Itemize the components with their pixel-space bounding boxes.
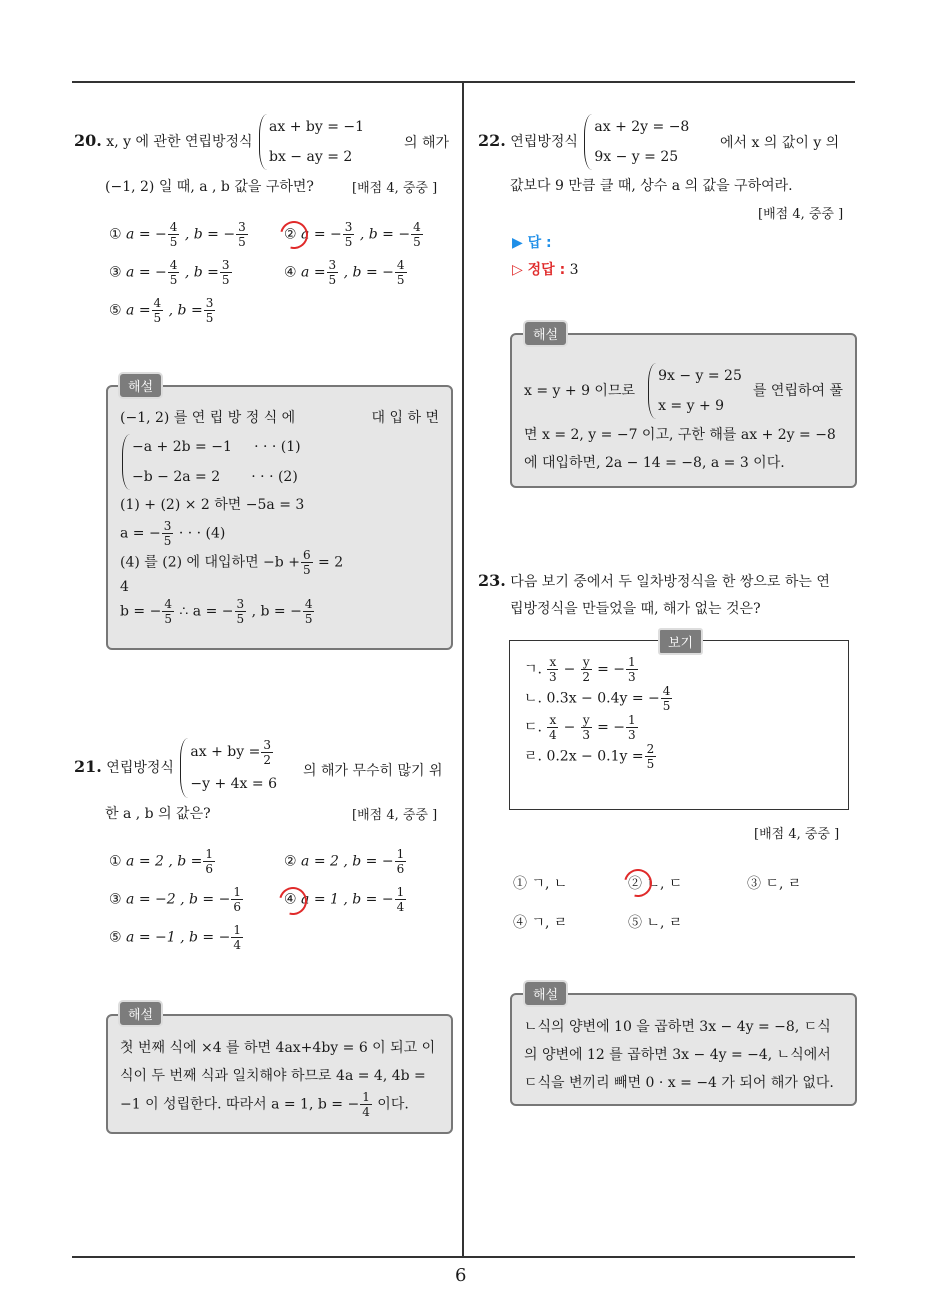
correct-label: ▷ 정답 :: [512, 262, 566, 278]
solution-tag: 해설: [523, 320, 568, 347]
fraction: $\frac{3}{5}$: [344, 220, 353, 249]
fraction: $\frac{3}{5}$: [221, 258, 230, 287]
correct-value: 3: [569, 262, 579, 278]
q22-stem: [478, 112, 689, 172]
fraction: $\frac{1}{4}$: [396, 885, 405, 914]
q20-stem-tail: 의 해가: [404, 135, 450, 151]
q22-stem-tail: 에서 x 의 값이 y 의: [720, 135, 840, 151]
equation-system: [257, 112, 364, 172]
sol-line: ㄷ식을 변끼리 빼면 0 · x = −4 가 되어 해가 없다.: [524, 1075, 834, 1091]
q21-meta: [배점 4, 중중 ]: [352, 808, 438, 823]
choice-text: a = −1 , b = −: [126, 929, 231, 946]
view-tag: 보기: [658, 628, 703, 655]
q20-choice-5[interactable]: [109, 296, 216, 325]
column-divider: [462, 82, 464, 1257]
sol-line: (−1, 2) 를 연 립 방 정 식 에: [120, 410, 296, 426]
equation-1: ax + by = $\frac{3}{2}$: [190, 737, 271, 767]
view-item-2: ㄴ. 0.3x − 0.4y = − $\frac{4}{5}$: [524, 684, 671, 713]
q23-solution-box: [510, 993, 857, 1106]
sol-line: 식이 두 번째 식과 일치해야 하므로 4a = 4, 4b =: [120, 1068, 426, 1084]
choice-a: a =: [301, 264, 326, 281]
correct-answer-row: [512, 259, 579, 279]
question-number: 20.: [74, 131, 102, 150]
q23-choice-3[interactable]: ③ ㄷ, ㄹ: [747, 876, 802, 892]
stem-text: 연립방정식: [510, 134, 578, 150]
q20-meta: [배점 4, 중중 ]: [352, 181, 438, 196]
sol-line: 대 입 하 면: [371, 410, 439, 426]
fraction: $\frac{1}{6}$: [396, 847, 405, 876]
sol-line: x = y + 9 이므로 9x − y = 25 x = y + 9 를 연립하여 풀: [524, 361, 843, 421]
choice-text: a = 2 , b =: [126, 853, 203, 870]
q21-choice-1[interactable]: [109, 847, 216, 876]
q21-stem: [74, 736, 277, 800]
choice-text: a = 1 , b = −: [301, 891, 394, 908]
choice-mark: ②: [284, 853, 297, 870]
q20-choice-3[interactable]: [109, 258, 233, 287]
fraction: $\frac{4}{5}$: [153, 296, 162, 325]
choice-text: a = 2 , b = −: [301, 853, 394, 870]
q20-stem: [74, 112, 364, 172]
fraction: $\frac{4}{5}$: [169, 220, 178, 249]
choice-mark: ④: [284, 891, 297, 908]
solution-tag: 해설: [523, 980, 568, 1007]
q21-choice-2[interactable]: [284, 847, 407, 876]
sol-line: 4: [120, 579, 129, 595]
stem-text: 다음 보기 중에서 두 일차방정식을 한 쌍으로 하는 연: [510, 574, 830, 590]
equation-system: [178, 736, 277, 800]
sol-line: (1) + (2) × 2 하면 −5a = 3: [120, 497, 305, 513]
q21-solution-box: [106, 1014, 453, 1134]
question-number: 23.: [478, 571, 506, 590]
stem-text: 연립방정식: [106, 760, 174, 776]
sol-equation-1: −a + 2b = −1 · · · (1): [132, 439, 301, 455]
choice-b: , b =: [184, 264, 219, 281]
equation-2: −y + 4x = 6: [190, 776, 277, 792]
q20-choice-4[interactable]: [284, 258, 408, 287]
q23-stem: [478, 571, 830, 591]
choice-b: , b = −: [184, 226, 236, 243]
view-item-4: ㄹ. 0.2x − 0.1y = $\frac{2}{5}$: [524, 742, 655, 771]
q21-choice-5[interactable]: [109, 923, 244, 952]
fraction: $\frac{4}{5}$: [413, 220, 421, 249]
fraction: $\frac{4}{5}$: [169, 258, 178, 287]
sol-line: b = − $\frac{4}{5}$ ∴ a = − $\frac{3}{5}$ , b = − $\frac{4}{5}$: [120, 597, 313, 626]
solution-tag: 해설: [118, 372, 163, 399]
view-box: [509, 640, 849, 810]
sol-line: a = − $\frac{3}{5}$ · · · (4): [120, 519, 226, 548]
sol-equation-2: −b − 2a = 2 · · · (2): [132, 469, 298, 485]
sol-system: [120, 432, 301, 492]
choice-mark: ②: [284, 226, 297, 243]
equation-1: ax + by = −1: [269, 119, 365, 135]
choice-mark: ⑤: [109, 929, 122, 946]
answer-label: ▶ 답 :: [512, 235, 552, 251]
q23-meta: [배점 4, 중중 ]: [754, 827, 840, 842]
sol-line: 면 x = 2, y = −7 이고, 구한 해를 ax + 2y = −8: [524, 427, 836, 443]
choice-a: a = −: [301, 226, 342, 243]
choice-a: a = −: [126, 264, 167, 281]
fraction: $\frac{1}{6}$: [205, 847, 214, 876]
fraction: $\frac{1}{6}$: [233, 885, 241, 914]
fraction: $\frac{3}{5}$: [238, 220, 246, 249]
choice-mark: ⑤: [109, 302, 122, 319]
bottom-rule: [72, 1256, 855, 1258]
q21-stem-line2: 한 a , b 의 값은?: [105, 806, 211, 822]
q23-choice-4[interactable]: ④ ㄱ, ㄹ: [513, 915, 568, 931]
choice-b: , b = −: [343, 264, 394, 281]
stem-text: x, y 에 관한 연립방정식: [106, 134, 253, 150]
choice-b: , b =: [168, 302, 203, 319]
page-number: 6: [455, 1265, 467, 1286]
sol-line: 에 대입하면, 2a − 14 = −8, a = 3 이다.: [524, 455, 785, 471]
q22-meta: [배점 4, 중중 ]: [758, 207, 844, 222]
solution-tag: 해설: [118, 1000, 163, 1027]
q22-solution-box: [510, 333, 857, 488]
sol-equation-2: x = y + 9: [658, 398, 725, 414]
q22-stem-line2: 값보다 9 만큼 클 때, 상수 a 의 값을 구하여라.: [510, 178, 793, 194]
choice-b: , b = −: [359, 226, 411, 243]
fraction: $\frac{3}{5}$: [328, 258, 337, 287]
sol-line: (4) 를 (2) 에 대입하면 −b + $\frac{6}{5}$ = 2: [120, 548, 344, 577]
sol-line: ㄴ식의 양변에 10 을 곱하면 3x − 4y = −8, ㄷ식: [524, 1019, 831, 1035]
q20-solution-box: [106, 385, 453, 650]
sol-equation-1: 9x − y = 25: [658, 368, 742, 384]
answer-circle-mark: [619, 864, 657, 902]
top-rule: [72, 81, 855, 83]
q23-stem-line2: 립방정식을 만들었을 때, 해가 없는 것은?: [510, 601, 761, 617]
equation-1: ax + 2y = −8: [594, 119, 690, 135]
fraction: $\frac{4}{5}$: [396, 258, 405, 287]
sol-line: −1 이 성립한다. 따라서 a = 1, b = − $\frac{1}{4}$ 이다.: [120, 1090, 409, 1119]
q21-choice-3[interactable]: [109, 885, 244, 914]
q20-stem-line2: (−1, 2) 일 때, a , b 값을 구하면?: [105, 179, 314, 195]
q23-choice-5[interactable]: ⑤ ㄴ, ㄹ: [628, 915, 683, 931]
choice-a: a = −: [126, 226, 167, 243]
fraction: $\frac{1}{4}$: [233, 923, 241, 952]
equation-system: [582, 112, 689, 172]
equation-2: 9x − y = 25: [594, 149, 679, 165]
choice-mark: ④: [284, 264, 297, 281]
fraction: $\frac{3}{5}$: [205, 296, 214, 325]
q23-choice-2[interactable]: ② ㄴ, ㄷ: [628, 876, 683, 892]
view-item-1: ㄱ. $\frac{x}{3}$ − $\frac{y}{2}$ = − $\frac{1}{3}$: [524, 655, 636, 684]
view-item-3: ㄷ. $\frac{x}{4}$ − $\frac{y}{3}$ = − $\frac{1}{3}$: [524, 713, 636, 742]
question-number: 21.: [74, 757, 102, 776]
q23-choice-1[interactable]: ① ㄱ, ㄴ: [513, 876, 568, 892]
q21-stem-tail: 의 해가 무수히 많기 위: [303, 763, 443, 779]
choice-mark: ③: [109, 891, 122, 908]
choice-mark: ①: [109, 226, 122, 243]
choice-mark: ①: [109, 853, 122, 870]
sol-line: 의 양변에 12 를 곱하면 3x − 4y = −4, ㄴ식에서: [524, 1047, 831, 1063]
choice-a: a =: [126, 302, 151, 319]
q20-choice-1[interactable]: [109, 220, 249, 249]
choice-text: a = −2 , b = −: [126, 891, 231, 908]
equation-2: bx − ay = 2: [269, 149, 353, 165]
sol-system: [646, 361, 742, 421]
question-number: 22.: [478, 131, 506, 150]
choice-mark: ③: [109, 264, 122, 281]
sol-line: 첫 번째 식에 ×4 를 하면 4ax+4by = 6 이 되고 이: [120, 1040, 436, 1056]
